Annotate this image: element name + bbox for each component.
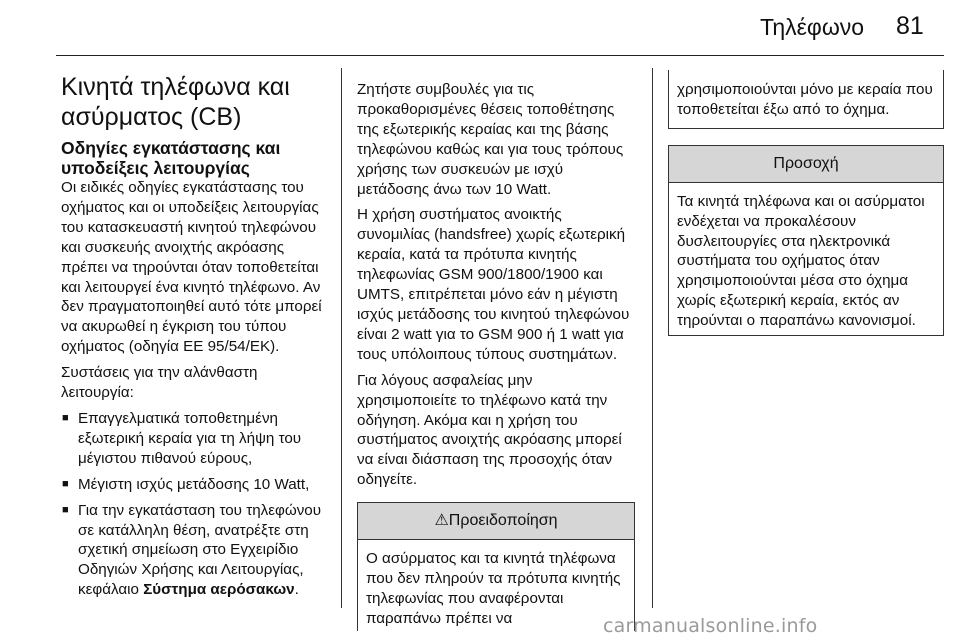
- header-divider: [56, 55, 944, 56]
- list-item: [61, 409, 329, 469]
- list-item-text: Για την εγκατάσταση του τηλεφώνου σε κατάλληλη θέση, ανατρέξτε στη σχετική σημείωση στο Εγχειρίδιο Οδηγιών Χρήσης και Λειτουργίας, κεφάλαιο: [78, 501, 322, 599]
- list-item: [61, 501, 329, 601]
- list-item-end: .: [294, 581, 299, 599]
- section-subtitle: Οδηγίες εγκατάστασης και υποδείξεις λειτουργίας: [61, 138, 281, 178]
- column-1: [61, 72, 329, 606]
- list-item-text: Επαγγελματικά τοποθετημένη εξωτερική κεραία για τη λήψη του μέγιστου πιθανού εύρους,: [78, 409, 302, 467]
- section-title: Κινητά τηλέφωνα και ασύρματος (CB): [61, 73, 290, 131]
- column-divider-2: [652, 68, 653, 608]
- recommendations-intro: Συστάσεις για την αλάνθαστη λειτουργία:: [61, 364, 258, 402]
- page-header-title: Τηλέφωνο: [760, 14, 865, 40]
- list-item: [61, 475, 329, 495]
- column-2: [357, 80, 635, 631]
- warning-box-continued: [668, 70, 944, 129]
- warning-box: [357, 502, 635, 631]
- paragraph-safety: Για λόγους ασφαλείας μην χρησιμοποιείτε το τηλέφωνο κατά την οδήγηση. Ακόμα και η χρήση του συστήματος ανοιχτής ακρόασης μπορεί να είναι διάσπαση της προσοχής όταν οδηγείτε.: [357, 371, 622, 489]
- watermark: carmanualsonline.info: [603, 615, 818, 637]
- list-item-text: Μέγιστη ισχύς μετάδοσης 10 Watt,: [78, 475, 310, 493]
- warning-header: [358, 503, 634, 540]
- column-3: [668, 80, 944, 336]
- caution-text: Τα κινητά τηλέφωνα και οι ασύρματοι ενδέχεται να προκαλέσουν δυσλειτουργίες στα ηλεκτρονικά συστήματα του οχήματος όταν χρησιμοποιούνται μέσα στο όχημα χωρίς εξωτερική κεραία, εκτός αν τηρούνται ο παραπάνω κανονισμοί.: [677, 192, 925, 330]
- column-divider-1: [341, 68, 342, 608]
- bullet-icon: ■: [62, 503, 69, 516]
- intro-paragraph: Οι ειδικές οδηγίες εγκατάστασης του οχήματος και οι υποδείξεις λειτουργίας του κατασκευαστή κινητού τηλεφώνου και συσκευής ανοιχτής ακρόασης πρέπει να τηρούνται όταν τοποθετείται και λειτουργεί ένα κινητό τηλέφωνο. Αν δεν πραγματοποιηθεί αυτό τότε μπορεί να ακυρωθεί η έγκριση του τύπου οχήματος (οδηγία EE 95/54/EK).: [61, 179, 322, 356]
- recommendations-list: [61, 409, 329, 600]
- paragraph-advice: Ζητήστε συμβουλές για τις προκαθορισμένες θέσεις τοποθέτησης της εξωτερικής κεραίας και της βάσης τηλεφώνου καθώς και για τους τρόπους χρήσης των συσκευών με ισχύ μετάδοσης άνω των 10 Watt.: [357, 81, 624, 198]
- warning-text-continued: χρησιμοποιούνται μόνο με κεραία που τοποθετείται έξω από το όχημα.: [677, 81, 933, 118]
- bullet-icon: ■: [62, 411, 69, 424]
- cross-reference-link: Σύστημα αερόσακων: [143, 581, 295, 599]
- bullet-icon: ■: [62, 477, 69, 490]
- warning-title: Προειδοποίηση: [448, 512, 558, 530]
- paragraph-handsfree: Η χρήση συστήματος ανοικτής συνομιλίας (handsfree) χωρίς εξωτερική κεραία, κατά τα πρότυπα κινητής τηλεφωνίας GSM 900/1800/1900 και UMTS, επιτρέπεται μόνο εάν η μέγιστη ισχύς μετάδοσης του κινητού τηλεφώνου είναι 2 watt για το GSM 900 ή 1 watt για τους υπόλοιπους τύπους συστημάτων.: [357, 206, 630, 363]
- page-number: 81: [896, 12, 924, 40]
- warning-text: Ο ασύρματος και τα κινητά τηλέφωνα που δεν πληρούν τα πρότυπα κινητής τηλεφωνίας που αναφέρονται παραπάνω πρέπει να: [366, 550, 621, 627]
- caution-title: Προσοχή: [669, 146, 943, 183]
- caution-box: [668, 145, 944, 336]
- warning-triangle-icon: ⚠: [434, 512, 449, 530]
